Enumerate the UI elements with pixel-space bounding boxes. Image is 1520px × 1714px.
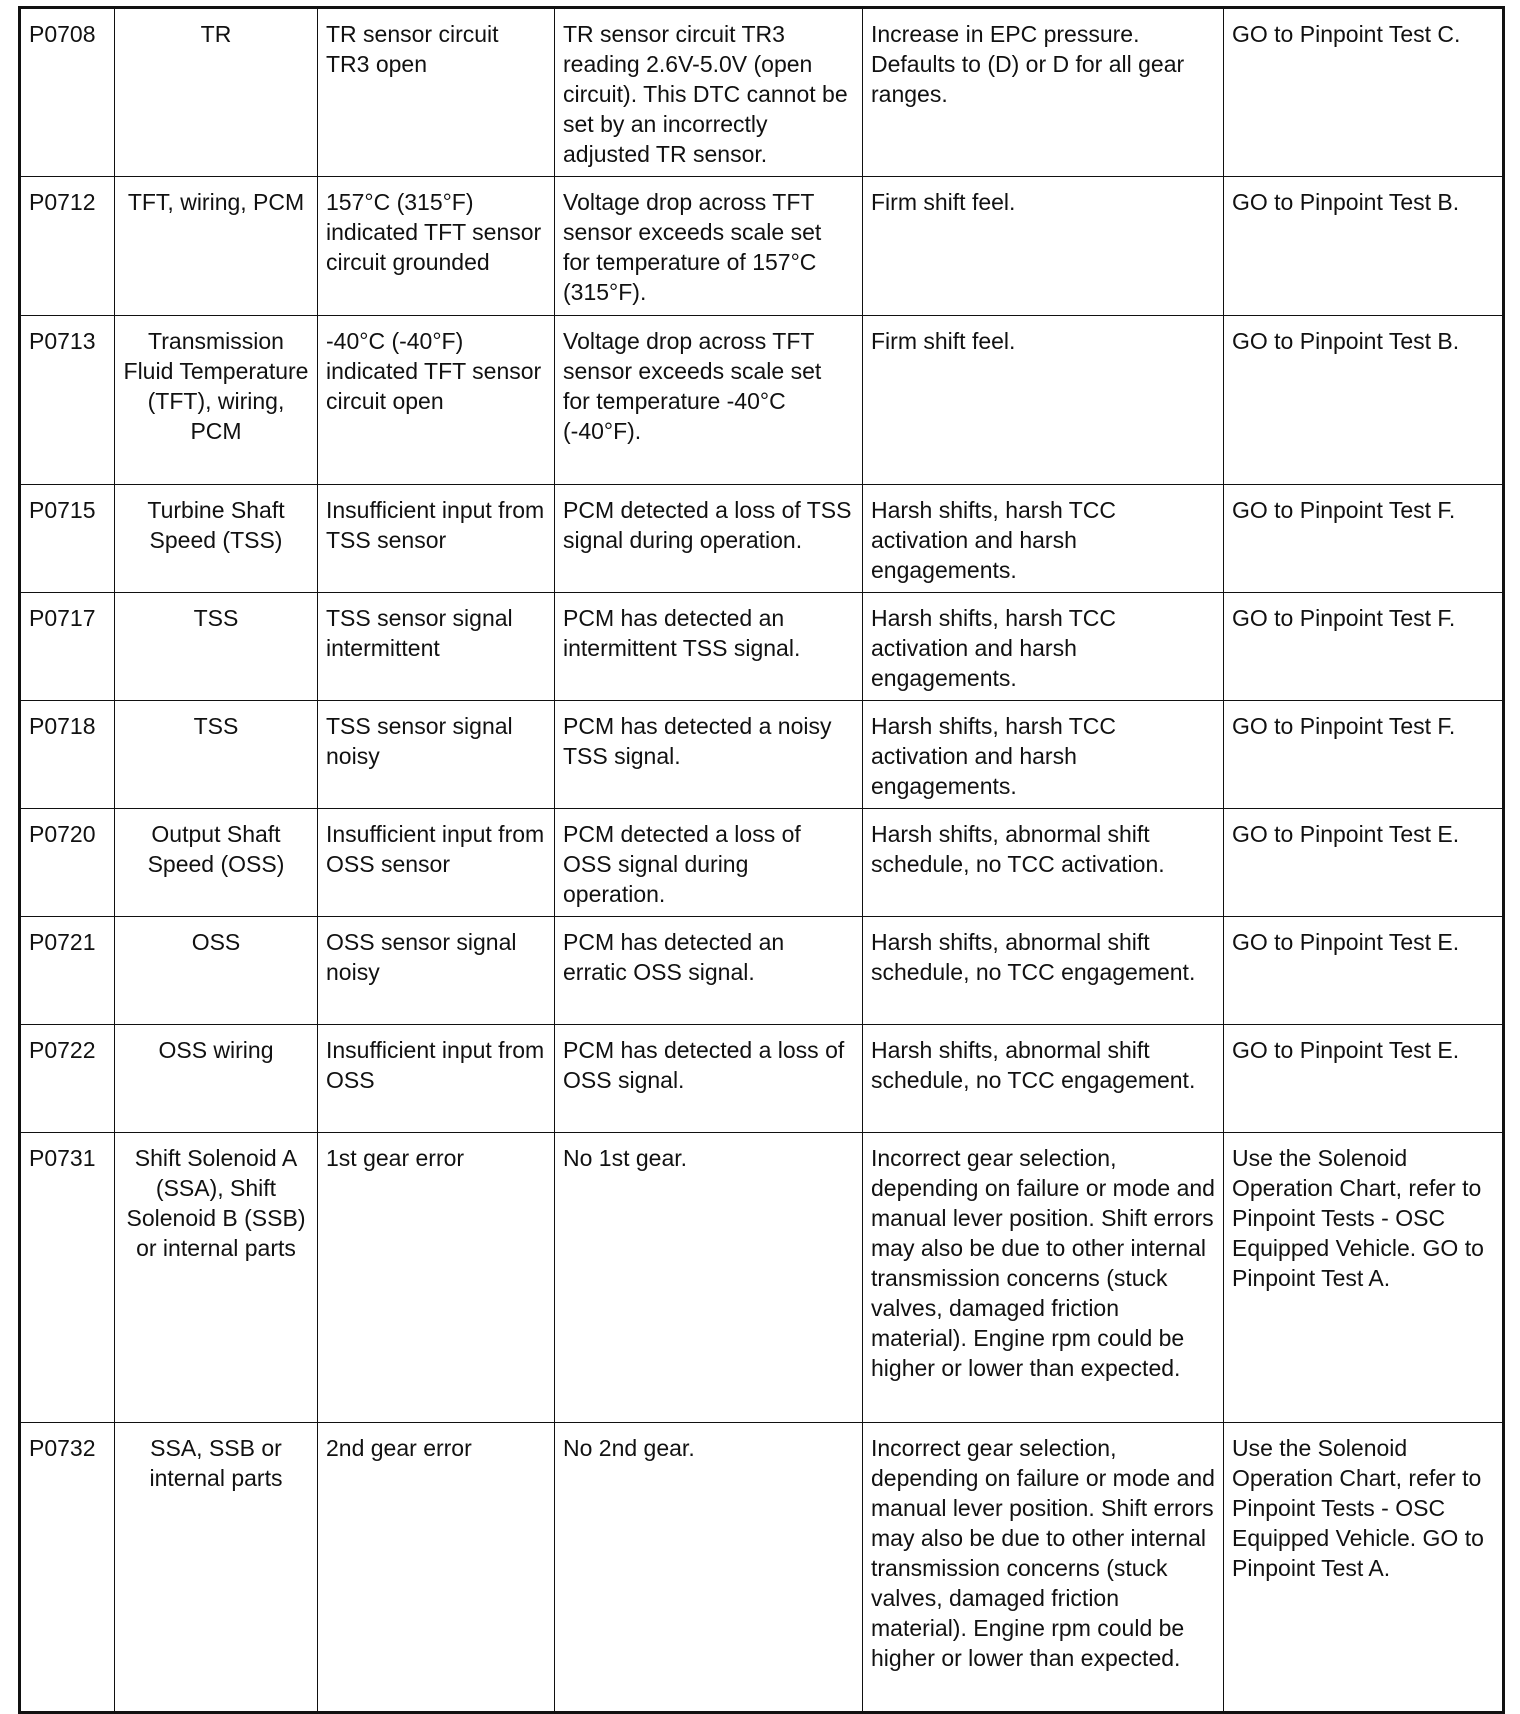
- component-cell: OSS wiring: [115, 1025, 318, 1133]
- action-cell: GO to Pinpoint Test E.: [1224, 809, 1504, 917]
- symptom-cell: Harsh shifts, harsh TCC activation and harsh engagements.: [863, 485, 1224, 593]
- dtc-code-cell: P0712: [20, 177, 115, 316]
- symptom-cell: Harsh shifts, abnormal shift schedule, no TCC engagement.: [863, 1025, 1224, 1133]
- action-cell: GO to Pinpoint Test F.: [1224, 701, 1504, 809]
- dtc-code-cell: P0720: [20, 809, 115, 917]
- dtc-code-cell: P0708: [20, 8, 115, 177]
- condition-cell: PCM has detected a noisy TSS signal.: [555, 701, 863, 809]
- condition-cell: PCM has detected an intermittent TSS signal.: [555, 593, 863, 701]
- symptom-cell: Firm shift feel.: [863, 316, 1224, 485]
- condition-cell: PCM detected a loss of TSS signal during operation.: [555, 485, 863, 593]
- table-row: [20, 8, 1504, 177]
- description-cell: Insufficient input from OSS: [318, 1025, 555, 1133]
- dtc-code-cell: P0717: [20, 593, 115, 701]
- dtc-code-cell: P0722: [20, 1025, 115, 1133]
- component-cell: TSS: [115, 593, 318, 701]
- action-cell: Use the Solenoid Operation Chart, refer to Pinpoint Tests - OSC Equipped Vehicle. GO to Pinpoint Test A.: [1224, 1133, 1504, 1423]
- symptom-cell: Harsh shifts, abnormal shift schedule, no TCC engagement.: [863, 917, 1224, 1025]
- dtc-code-cell: P0718: [20, 701, 115, 809]
- symptom-cell: Incorrect gear selection, depending on failure or mode and manual lever position. Shift errors may also be due to other internal transmission concerns (stuck valves, damaged friction material). Engine rpm could be higher or lower than expected.: [863, 1423, 1224, 1713]
- symptom-cell: Harsh shifts, harsh TCC activation and harsh engagements.: [863, 701, 1224, 809]
- condition-cell: Voltage drop across TFT sensor exceeds scale set for temperature -40°C (-40°F).: [555, 316, 863, 485]
- description-cell: TSS sensor signal intermittent: [318, 593, 555, 701]
- table-row: [20, 917, 1504, 1025]
- table-row: [20, 485, 1504, 593]
- symptom-cell: Increase in EPC pressure. Defaults to (D) or D for all gear ranges.: [863, 8, 1224, 177]
- table-row: [20, 316, 1504, 485]
- table-row: [20, 177, 1504, 316]
- table-row: [20, 593, 1504, 701]
- description-cell: OSS sensor signal noisy: [318, 917, 555, 1025]
- table-row: [20, 809, 1504, 917]
- description-cell: Insufficient input from OSS sensor: [318, 809, 555, 917]
- action-cell: GO to Pinpoint Test B.: [1224, 316, 1504, 485]
- dtc-table: [18, 6, 1505, 1714]
- component-cell: OSS: [115, 917, 318, 1025]
- action-cell: GO to Pinpoint Test C.: [1224, 8, 1504, 177]
- condition-cell: No 1st gear.: [555, 1133, 863, 1423]
- table-row: [20, 701, 1504, 809]
- component-cell: SSA, SSB or internal parts: [115, 1423, 318, 1713]
- description-cell: TSS sensor signal noisy: [318, 701, 555, 809]
- component-cell: TFT, wiring, PCM: [115, 177, 318, 316]
- symptom-cell: Harsh shifts, harsh TCC activation and harsh engagements.: [863, 593, 1224, 701]
- dtc-code-cell: P0713: [20, 316, 115, 485]
- action-cell: GO to Pinpoint Test E.: [1224, 917, 1504, 1025]
- condition-cell: TR sensor circuit TR3 reading 2.6V-5.0V (open circuit). This DTC cannot be set by an incorrectly adjusted TR sensor.: [555, 8, 863, 177]
- component-cell: Transmission Fluid Temperature (TFT), wiring, PCM: [115, 316, 318, 485]
- component-cell: TR: [115, 8, 318, 177]
- condition-cell: PCM has detected a loss of OSS signal.: [555, 1025, 863, 1133]
- symptom-cell: Firm shift feel.: [863, 177, 1224, 316]
- table-row: [20, 1025, 1504, 1133]
- condition-cell: Voltage drop across TFT sensor exceeds scale set for temperature of 157°C (315°F).: [555, 177, 863, 316]
- action-cell: GO to Pinpoint Test F.: [1224, 593, 1504, 701]
- symptom-cell: Harsh shifts, abnormal shift schedule, no TCC activation.: [863, 809, 1224, 917]
- condition-cell: No 2nd gear.: [555, 1423, 863, 1713]
- description-cell: Insufficient input from TSS sensor: [318, 485, 555, 593]
- description-cell: -40°C (-40°F) indicated TFT sensor circuit open: [318, 316, 555, 485]
- condition-cell: PCM detected a loss of OSS signal during operation.: [555, 809, 863, 917]
- dtc-code-cell: P0715: [20, 485, 115, 593]
- description-cell: 157°C (315°F) indicated TFT sensor circuit grounded: [318, 177, 555, 316]
- action-cell: GO to Pinpoint Test B.: [1224, 177, 1504, 316]
- condition-cell: PCM has detected an erratic OSS signal.: [555, 917, 863, 1025]
- dtc-code-cell: P0732: [20, 1423, 115, 1713]
- dtc-code-cell: P0731: [20, 1133, 115, 1423]
- description-cell: TR sensor circuit TR3 open: [318, 8, 555, 177]
- table-row: [20, 1423, 1504, 1713]
- description-cell: 1st gear error: [318, 1133, 555, 1423]
- component-cell: Shift Solenoid A (SSA), Shift Solenoid B (SSB) or internal parts: [115, 1133, 318, 1423]
- action-cell: GO to Pinpoint Test F.: [1224, 485, 1504, 593]
- component-cell: Output Shaft Speed (OSS): [115, 809, 318, 917]
- component-cell: Turbine Shaft Speed (TSS): [115, 485, 318, 593]
- table-row: [20, 1133, 1504, 1423]
- dtc-table-page: [18, 6, 1502, 1706]
- action-cell: Use the Solenoid Operation Chart, refer to Pinpoint Tests - OSC Equipped Vehicle. GO to Pinpoint Test A.: [1224, 1423, 1504, 1713]
- component-cell: TSS: [115, 701, 318, 809]
- description-cell: 2nd gear error: [318, 1423, 555, 1713]
- symptom-cell: Incorrect gear selection, depending on failure or mode and manual lever position. Shift errors may also be due to other internal transmission concerns (stuck valves, damaged friction material). Engine rpm could be higher or lower than expected.: [863, 1133, 1224, 1423]
- dtc-code-cell: P0721: [20, 917, 115, 1025]
- action-cell: GO to Pinpoint Test E.: [1224, 1025, 1504, 1133]
